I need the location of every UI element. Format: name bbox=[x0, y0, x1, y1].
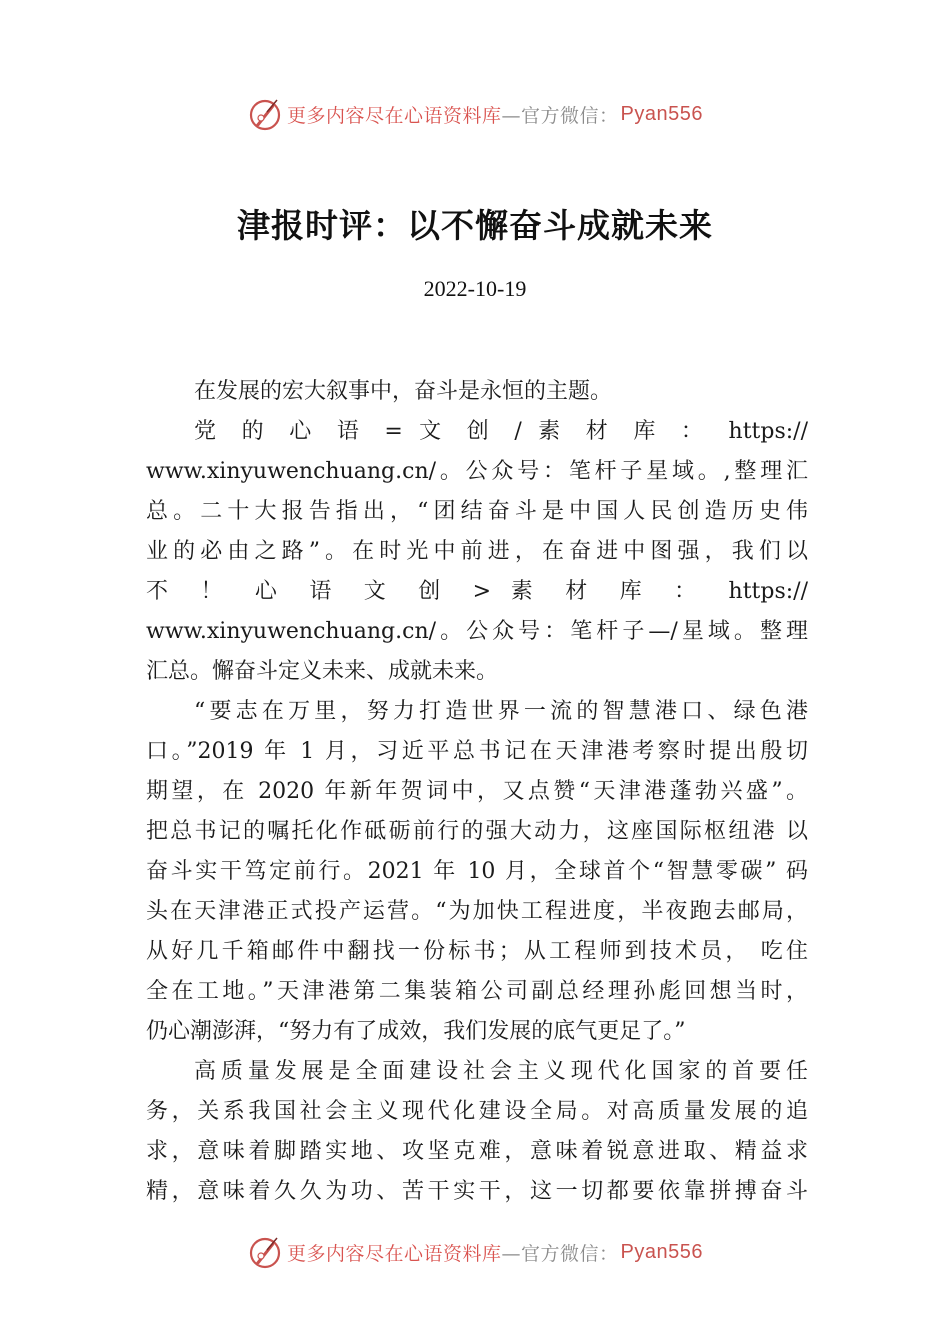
text-line: 从好几千箱邮件中翻找一份标书；从工程师到技术员， 吃住 bbox=[146, 939, 808, 964]
article-date: 2022-10-19 bbox=[423, 276, 527, 301]
text-line: 把总书记的嘱托化作砥砺前行的强大动力，这座国际枢纽港 以 bbox=[146, 819, 808, 844]
quill-pen-logo-icon bbox=[247, 96, 283, 132]
article-title: 津报时评：以不懈奋斗成就未来 bbox=[237, 206, 713, 245]
text-line: 高质量发展是全面建设社会主义现代化国家的首要任 bbox=[194, 1059, 808, 1084]
text-line: 在发展的宏大叙事中，奋斗是永恒的主题。 bbox=[194, 379, 613, 404]
text-line: 仍心潮澎湃，“努力有了成效，我们发展的底气更足了。” bbox=[146, 1019, 686, 1044]
banner-red-text: 更多内容尽在心语资料库 bbox=[287, 1242, 502, 1265]
text-line: 总。二十大报告指出，“团结奋斗是中国人民创造历史伟 bbox=[146, 499, 808, 524]
text-line: 全在工地。”天津港第二集装箱公司副总经理孙彪回想当时， bbox=[146, 979, 808, 1004]
text-line: 务，关系我国社会主义现代化建设全局。对高质量发展的追 bbox=[146, 1099, 808, 1124]
banner-gray-text: —官方微信： bbox=[501, 1242, 619, 1265]
banner-red-text: 更多内容尽在心语资料库 bbox=[287, 104, 502, 127]
article-body bbox=[146, 372, 808, 1212]
banner-wechat-id: Pyan556 bbox=[620, 1240, 703, 1263]
text-line: 头在天津港正式投产运营。“为加快工程进度，半夜跑去邮局， bbox=[146, 899, 808, 924]
text-line: 口。”2019 年 1 月，习近平总书记在天津港考察时提出殷切 bbox=[146, 739, 808, 764]
text-line: “要志在万里，努力打造世界一流的智慧港口、绿色港 bbox=[194, 699, 808, 724]
text-line: 期望，在 2020 年新年贺词中，又点赞“天津港蓬勃兴盛”。 bbox=[146, 779, 808, 804]
text-line: 不 ！ 心 语 文 创 > 素 材 库 ： https:// bbox=[146, 579, 808, 604]
text-line: 精，意味着久久为功、苦干实干，这一切都要依靠拼搏奋斗 bbox=[146, 1179, 808, 1204]
header-banner bbox=[0, 94, 950, 134]
text-line: 党 的 心 语 = 文 创 / 素 材 库 ： https:// bbox=[194, 419, 808, 444]
text-line: www.xinyuwenchuang.cn/。公众号：笔杆子—/星域。整理 bbox=[146, 619, 808, 644]
footer-banner bbox=[0, 1232, 950, 1272]
banner-wechat-id: Pyan556 bbox=[620, 102, 703, 125]
text-line: www.xinyuwenchuang.cn/。公众号：笔杆子星域。,整理汇 bbox=[146, 459, 808, 484]
quill-pen-logo-icon bbox=[247, 1234, 283, 1270]
text-line: 求，意味着脚踏实地、攻坚克难，意味着锐意进取、精益求 bbox=[146, 1139, 808, 1164]
text-line: 汇总。懈奋斗定义未来、成就未来。 bbox=[146, 659, 499, 684]
text-line: 业的必由之路”。在时光中前进，在奋进中图强，我们以 bbox=[146, 539, 808, 564]
text-line: 奋斗实干笃定前行。2021 年 10 月，全球首个“智慧零碳” 码 bbox=[146, 859, 808, 884]
banner-gray-text: —官方微信： bbox=[501, 104, 619, 127]
